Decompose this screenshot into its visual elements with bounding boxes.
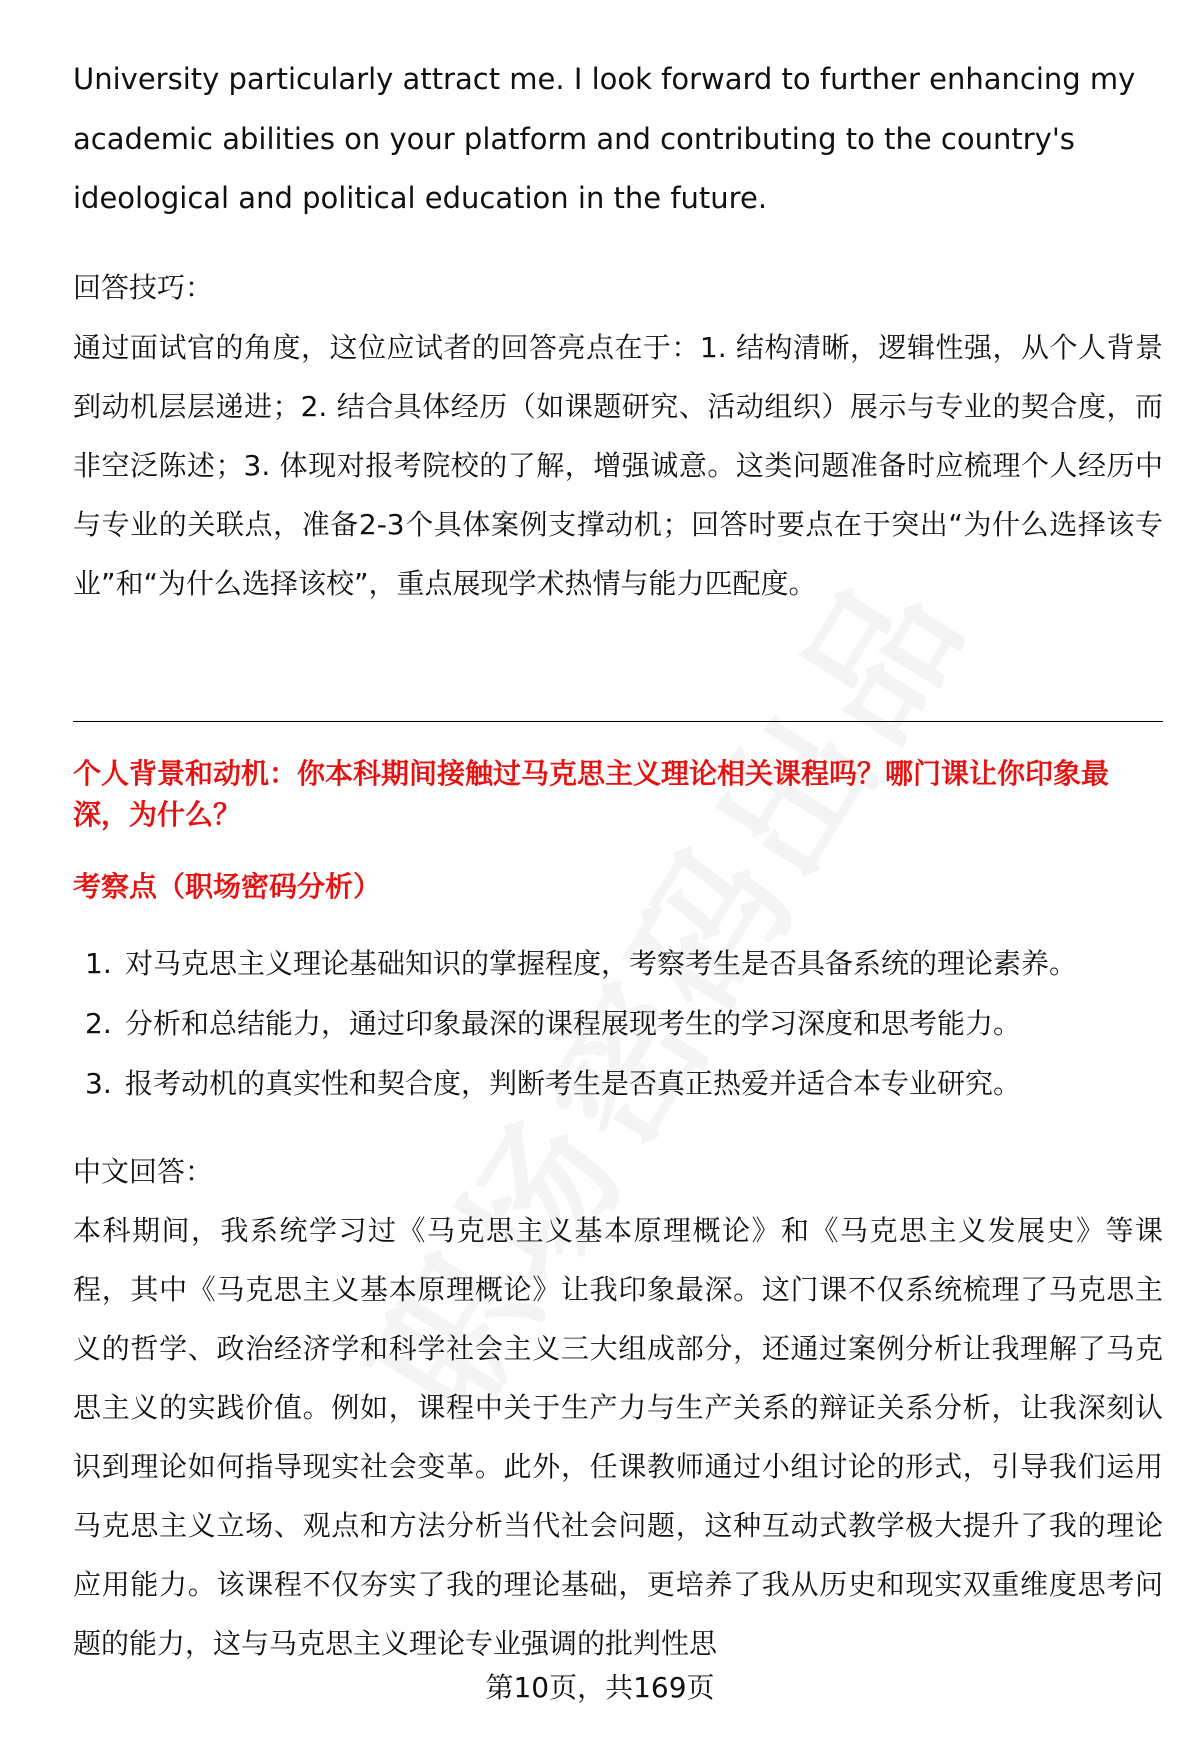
list-item: 2. 分析和总结能力，通过印象最深的课程展现考生的学习深度和思考能力。 (85, 1007, 1022, 1040)
english-answer-continuation: University particularly attract me. I look forward to further enhancing my academic abilities on your platform and contributing to the country's ideological and political education in the future. (73, 62, 1136, 215)
focus-points-list (73, 934, 1163, 1114)
list-item: 3. 报考动机的真实性和契合度，判断考生是否真正热爱并适合本专业研究。 (85, 1067, 1022, 1100)
focus-label: 考察点（职场密码分析） (73, 870, 382, 903)
tips-text: 通过面试官的角度，这位应试者的回答亮点在于：1. 结构清晰，逻辑性强，从个人背景到动机层层递进；2. 结合具体经历（如课题研究、活动组织）展示与专业的契合度，而非空泛陈述；3. 体现对报考院校的了解，增强诚意。这类问题准备时应梳理个人经历中与专业的关联点，准备2-3个具体案例支撑动机；回答时要点在于突出“为什么选择该专业”和“为什么选择该校”，重点展现学术热情与能力匹配度。 (73, 331, 1163, 600)
answer-text: 本科期间，我系统学习过《马克思主义基本原理概论》和《马克思主义发展史》等课程，其中《马克思主义基本原理概论》让我印象最深。这门课不仅系统梳理了马克思主义的哲学、政治经济学和科学社会主义三大组成部分，还通过案例分析让我理解了马克思主义的实践价值。例如，课程中关于生产力与生产关系的辩证关系分析，让我深刻认识到理论如何指导现实社会变革。此外，任课教师通过小组讨论的形式，引导我们运用马克思主义立场、观点和方法分析当代社会问题，这种互动式教学极大提升了我的理论应用能力。该课程不仅夯实了我的理论基础，更培养了我从历史和现实双重维度思考问题的能力，这与马克思主义理论专业强调的批判性思 (73, 1214, 1163, 1660)
page-number: 第10页，共169页 (485, 1671, 715, 1704)
question-title: 个人背景和动机：你本科期间接触过马克思主义理论相关课程吗？哪门课让你印象最深，为什么？ (73, 757, 1110, 831)
answer-label: 中文回答： (73, 1155, 214, 1188)
section-divider (73, 721, 1163, 722)
list-item: 1. 对马克思主义理论基础知识的掌握程度，考察考生是否具备系统的理论素养。 (85, 947, 1078, 980)
tips-label: 回答技巧： (73, 271, 214, 304)
